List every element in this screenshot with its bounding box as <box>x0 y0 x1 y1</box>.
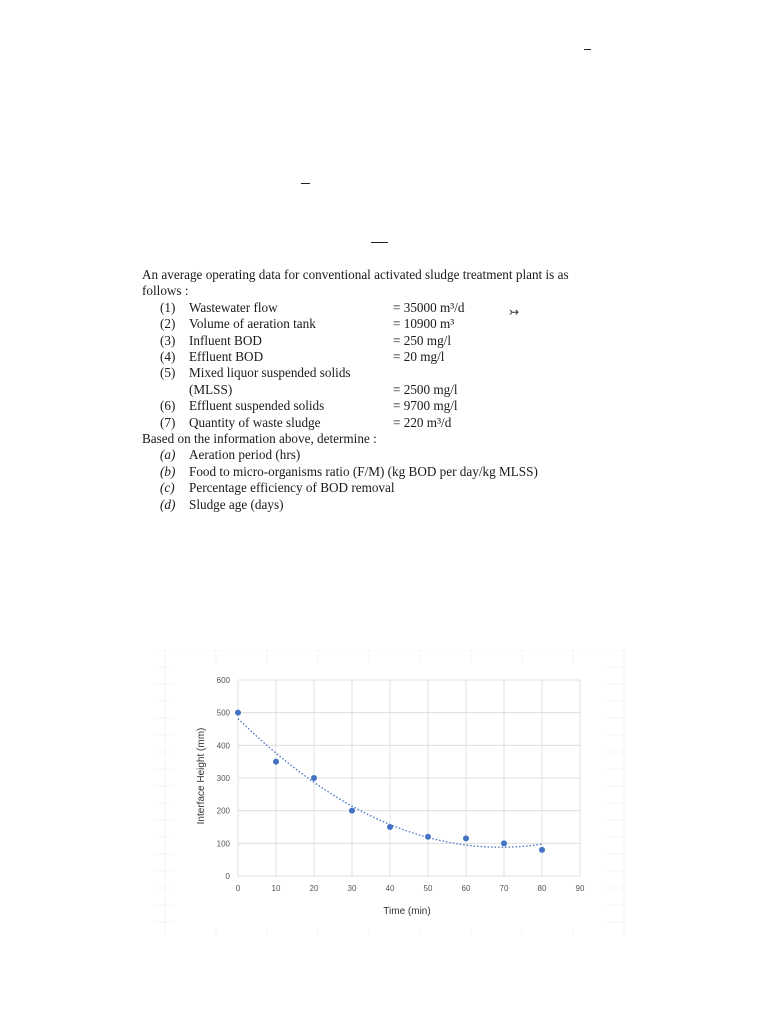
data-point <box>425 834 431 840</box>
question-item: (c) Percentage efficiency of BOD removal <box>160 480 395 496</box>
x-tick-label: 0 <box>235 884 241 893</box>
intro-text: An average operating data for conventional activated sludge treatment plant is as follows : <box>142 267 569 299</box>
scan-mark <box>584 49 591 50</box>
stray-arrow-mark: ↣ <box>509 305 520 319</box>
data-item: (7) Quantity of waste sludge = 220 m³/d <box>160 414 452 430</box>
question-list <box>142 447 572 513</box>
chart-svg <box>155 650 625 935</box>
data-point <box>349 808 355 814</box>
y-tick-label: 300 <box>216 774 230 783</box>
x-tick-label: 70 <box>499 884 509 893</box>
data-point <box>539 847 545 853</box>
y-tick-label: 500 <box>216 708 230 718</box>
x-tick-label: 40 <box>385 884 395 893</box>
based-on-text: Based on the information above, determine : <box>142 430 377 446</box>
question-item: (a) Aeration period (hrs) <box>160 447 301 463</box>
y-tick-label: 100 <box>216 839 230 849</box>
data-point <box>273 759 279 765</box>
data-item: (6) Effluent suspended solids = 9700 mg/l <box>160 398 458 414</box>
data-point <box>311 775 317 781</box>
data-point <box>501 840 507 846</box>
x-tick-label: 60 <box>461 884 471 893</box>
question-item: (d) Sludge age (days) <box>160 496 284 512</box>
question-item: (b) Food to micro-organisms ratio (F/M) (kg BOD per day/kg MLSS) <box>160 463 538 479</box>
data-point <box>463 835 469 841</box>
scan-mark <box>301 183 310 184</box>
x-axis-label: Time (min) <box>383 906 431 917</box>
data-item: (1) Wastewater flow = 35000 m³/d <box>160 299 465 315</box>
data-list <box>142 300 572 431</box>
x-tick-label: 30 <box>347 884 357 893</box>
data-item: (4) Effluent BOD = 20 mg/l <box>160 348 445 364</box>
data-point <box>235 710 241 716</box>
x-tick-label: 20 <box>309 884 319 893</box>
x-tick-label: 80 <box>537 884 547 893</box>
data-point <box>387 824 393 830</box>
x-tick-label: 90 <box>575 884 585 893</box>
y-tick-label: 200 <box>216 806 230 816</box>
data-item: (3) Influent BOD = 250 mg/l <box>160 332 451 348</box>
data-item: (2) Volume of aeration tank = 10900 m³ <box>160 316 455 332</box>
x-tick-label: 50 <box>423 884 433 893</box>
y-tick-label: 0 <box>225 872 230 881</box>
x-tick-label: 10 <box>271 884 281 893</box>
scan-mark <box>371 242 388 243</box>
data-item: (5) Mixed liquor suspended solids (MLSS) = 2500 mg/l <box>160 365 458 397</box>
y-tick-label: 600 <box>216 676 230 685</box>
settling-chart <box>155 650 625 935</box>
y-tick-label: 400 <box>216 741 230 751</box>
problem-statement <box>142 267 572 513</box>
y-axis-label: Interface Height (mm) <box>196 727 207 825</box>
